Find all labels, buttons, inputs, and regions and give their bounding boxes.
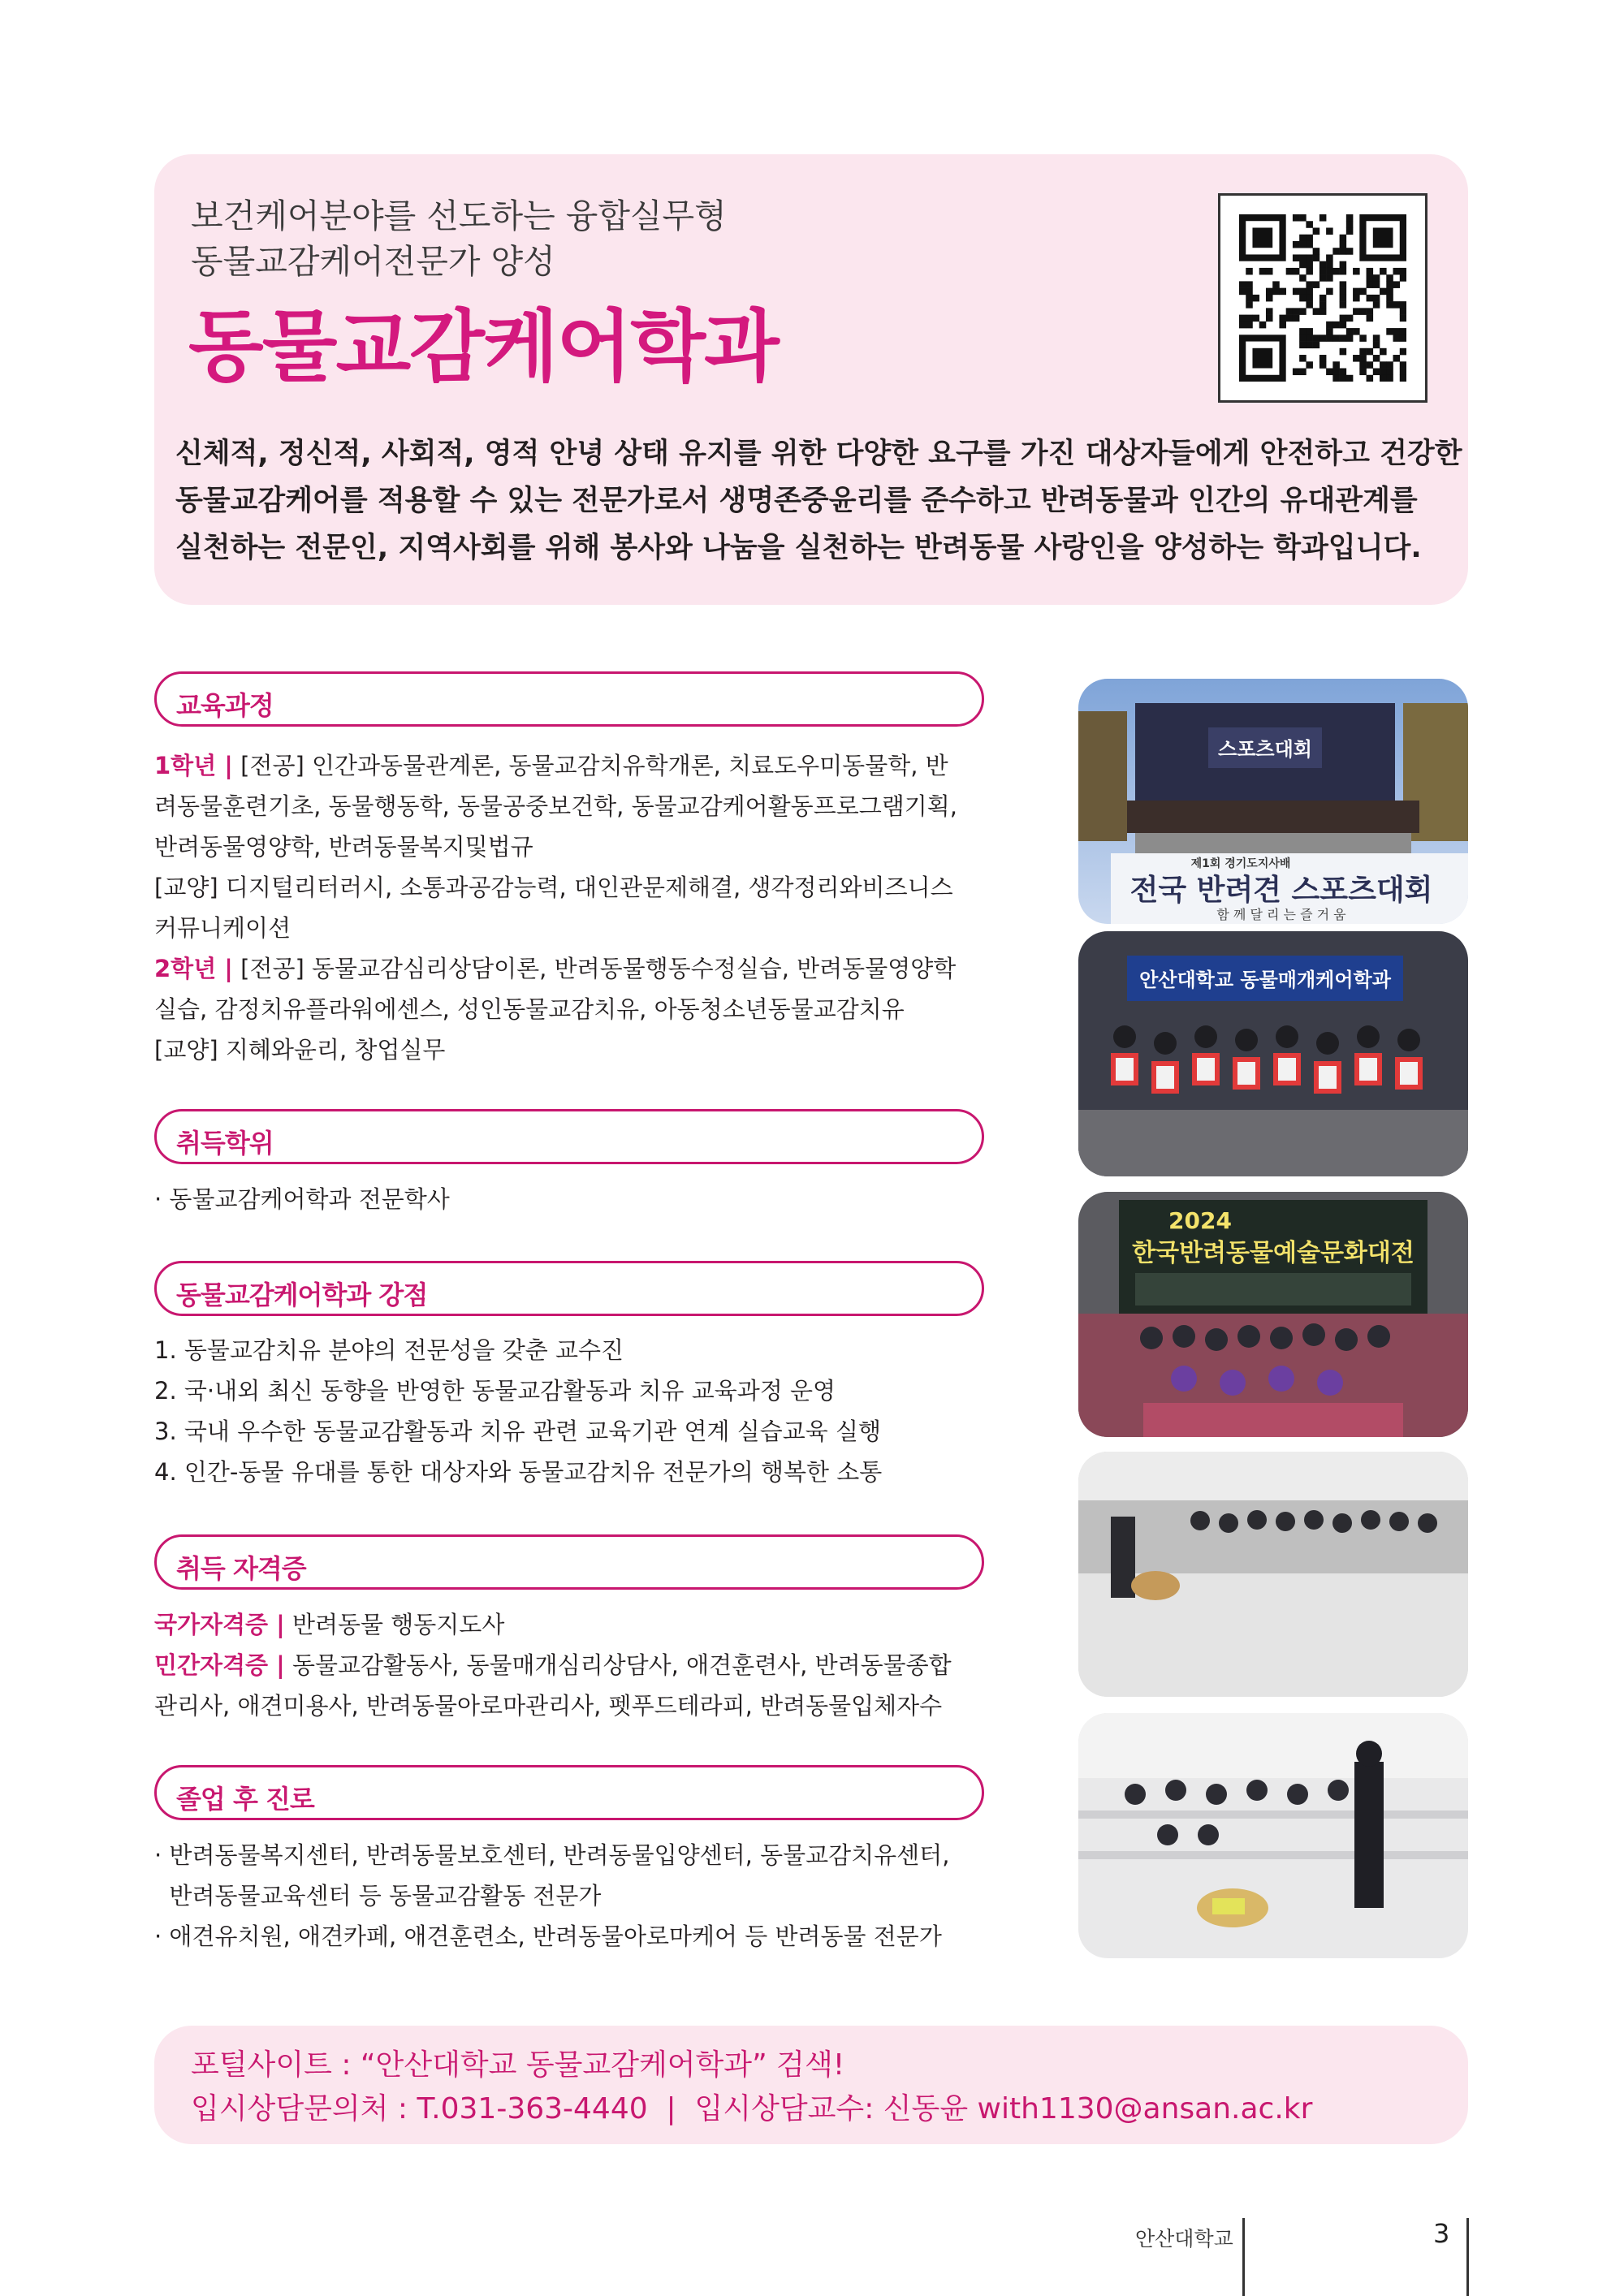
curriculum-line: 려동물훈련기초, 동물행동학, 동물공중보건학, 동물교감케어활동프로그램기획, bbox=[154, 792, 957, 820]
contact-panel bbox=[154, 2026, 1468, 2144]
curriculum-line: [교양] 디지털리터러시, 소통과공감능력, 대인관문제해결, 생각정리와비즈니스 bbox=[154, 874, 953, 901]
photo-dog-demonstration bbox=[1078, 1713, 1468, 1958]
degree-text: · 동물교감케어학과 전문학사 bbox=[154, 1185, 450, 1213]
private-cert-label: 민간자격증 | bbox=[154, 1651, 285, 1679]
career-line: 반려동물교육센터 등 동물교감활동 전문가 bbox=[154, 1882, 602, 1910]
photo1-banner-line3: 함 께 달 리 는 즐 거 움 bbox=[1216, 907, 1346, 922]
section-heading-label: 동물교감케어학과 강점 bbox=[176, 1280, 428, 1310]
national-cert-text: 반려동물 행동지도사 bbox=[284, 1611, 505, 1638]
hero-description-line: 동물교감케어를 적용할 수 있는 전문가로서 생명존중윤리를 준수하고 반려동물과 인간의 유대관계를 bbox=[175, 485, 1418, 517]
curriculum-line: 커뮤니케이션 bbox=[154, 914, 292, 942]
section-heading-label: 취득 자격증 bbox=[176, 1553, 306, 1584]
list-item: 4. 인간-동물 유대를 통한 대상자와 동물교감치유 전문가의 행복한 소통 bbox=[154, 1458, 883, 1486]
page-title: 동물교감케어학과 bbox=[188, 301, 778, 392]
footer-divider-right bbox=[1466, 2218, 1469, 2296]
qr-code-icon bbox=[1239, 214, 1406, 382]
national-cert-label: 국가자격증 | bbox=[154, 1611, 285, 1638]
photo-dog-training bbox=[1078, 1452, 1468, 1697]
hero-description-line: 실천하는 전문인, 지역사회를 위해 봉사와 나눔을 실천하는 반려동물 사랑인을 양성하는 학과입니다. bbox=[175, 532, 1422, 564]
page-number: 3 bbox=[1433, 2218, 1450, 2249]
hero-subtitle-line1: 보건케어분야를 선도하는 융합실무형 bbox=[191, 196, 727, 235]
curriculum-line bbox=[154, 745, 999, 786]
photo1-banner-line2: 전국 반려견 스포츠대회 bbox=[1129, 874, 1433, 907]
section-heading-label: 취득학위 bbox=[176, 1128, 274, 1159]
photo-art-festival bbox=[1078, 1192, 1468, 1437]
curriculum-line: 반려동물영양학, 반려동물복지및법규 bbox=[154, 833, 533, 861]
year2-label: 2학년 | bbox=[154, 955, 233, 982]
section-heading-certificates bbox=[154, 1534, 984, 1590]
photo1-stage-text: 스포츠대회 bbox=[1218, 738, 1312, 761]
career-line: · 반려동물복지센터, 반려동물보호센터, 반려동물입양센터, 동물교감치유센터, bbox=[154, 1841, 950, 1869]
photo3-banner-line1: 2024 bbox=[1168, 1207, 1232, 1234]
strengths-list bbox=[154, 1330, 999, 1492]
hero-subtitle-line2: 동물교감케어전문가 양성 bbox=[191, 242, 555, 281]
section-heading-label: 교육과정 bbox=[176, 690, 274, 721]
certificate-line: 관리사, 애견미용사, 반려동물아로마관리사, 펫푸드테라피, 반려동물입체자수 bbox=[154, 1692, 943, 1720]
curriculum-line: 실습, 감정치유플라워에센스, 성인동물교감치유, 아동청소년동물교감치유 bbox=[154, 995, 905, 1023]
curriculum-text: [전공] 인간과동물관계론, 동물교감치유학개론, 치료도우미동물학, 반 bbox=[232, 752, 948, 779]
certificate-line bbox=[154, 1645, 999, 1685]
hero-description bbox=[175, 430, 1462, 572]
portal-search-text: 포털사이트 : “안산대학교 동물교감케어학과” 검색! bbox=[191, 2048, 845, 2082]
career-body bbox=[154, 1835, 999, 1957]
career-line: · 애견유치원, 애견카페, 애견훈련소, 반려동물아로마케어 등 반려동물 전문가 bbox=[154, 1923, 942, 1950]
curriculum-line bbox=[154, 948, 999, 989]
photo3-banner-line2: 한국반려동물예술문화대전 bbox=[1132, 1239, 1415, 1267]
list-item: 2. 국·내외 최신 동향을 반영한 동물교감활동과 치유 교육과정 운영 bbox=[154, 1377, 836, 1405]
hero-description-line: 신체적, 정신적, 사회적, 영적 안녕 상태 유지를 위한 다양한 요구를 가진 대상자들에게 안전하고 건강한 bbox=[175, 438, 1462, 470]
section-heading-career bbox=[154, 1765, 984, 1820]
degree-body bbox=[154, 1179, 999, 1219]
photo-certificate-ceremony bbox=[1078, 931, 1468, 1176]
list-item: 1. 동물교감치유 분야의 전문성을 갖춘 교수진 bbox=[154, 1336, 624, 1364]
list-item: 3. 국내 우수한 동물교감활동과 치유 관련 교육기관 연계 실습교육 실행 bbox=[154, 1418, 882, 1445]
certificate-line bbox=[154, 1604, 999, 1645]
photo1-banner-line1: 제1회 경기도지사배 bbox=[1190, 857, 1291, 870]
contact-info: 입시상담문의처 : T.031-363-4440 | 입시상담교수: 신동윤 with1130@ansan.ac.kr bbox=[191, 2092, 1313, 2126]
section-heading-strengths bbox=[154, 1261, 984, 1316]
certificates-body bbox=[154, 1604, 999, 1726]
section-heading-degree bbox=[154, 1109, 984, 1164]
school-name: 안산대학교 bbox=[1135, 2227, 1233, 2251]
photo-sports-event bbox=[1078, 679, 1468, 924]
qr-code[interactable] bbox=[1218, 193, 1427, 403]
section-heading-label: 졸업 후 진로 bbox=[176, 1784, 314, 1815]
year1-label: 1학년 | bbox=[154, 752, 233, 779]
curriculum-text: [전공] 동물교감심리상담이론, 반려동물행동수정실습, 반려동물영양학 bbox=[232, 955, 957, 982]
section-heading-curriculum bbox=[154, 671, 984, 727]
curriculum-body bbox=[154, 745, 999, 1070]
photo2-banner-text: 안산대학교 동물매개케어학과 bbox=[1139, 969, 1391, 991]
footer-divider bbox=[1242, 2218, 1245, 2296]
private-cert-text: 동물교감활동사, 동물매개심리상담사, 애견훈련사, 반려동물종합 bbox=[284, 1651, 952, 1679]
hero-subtitle bbox=[191, 193, 727, 284]
hero-panel bbox=[154, 154, 1468, 605]
curriculum-line: [교양] 지혜와윤리, 창업실무 bbox=[154, 1036, 446, 1064]
